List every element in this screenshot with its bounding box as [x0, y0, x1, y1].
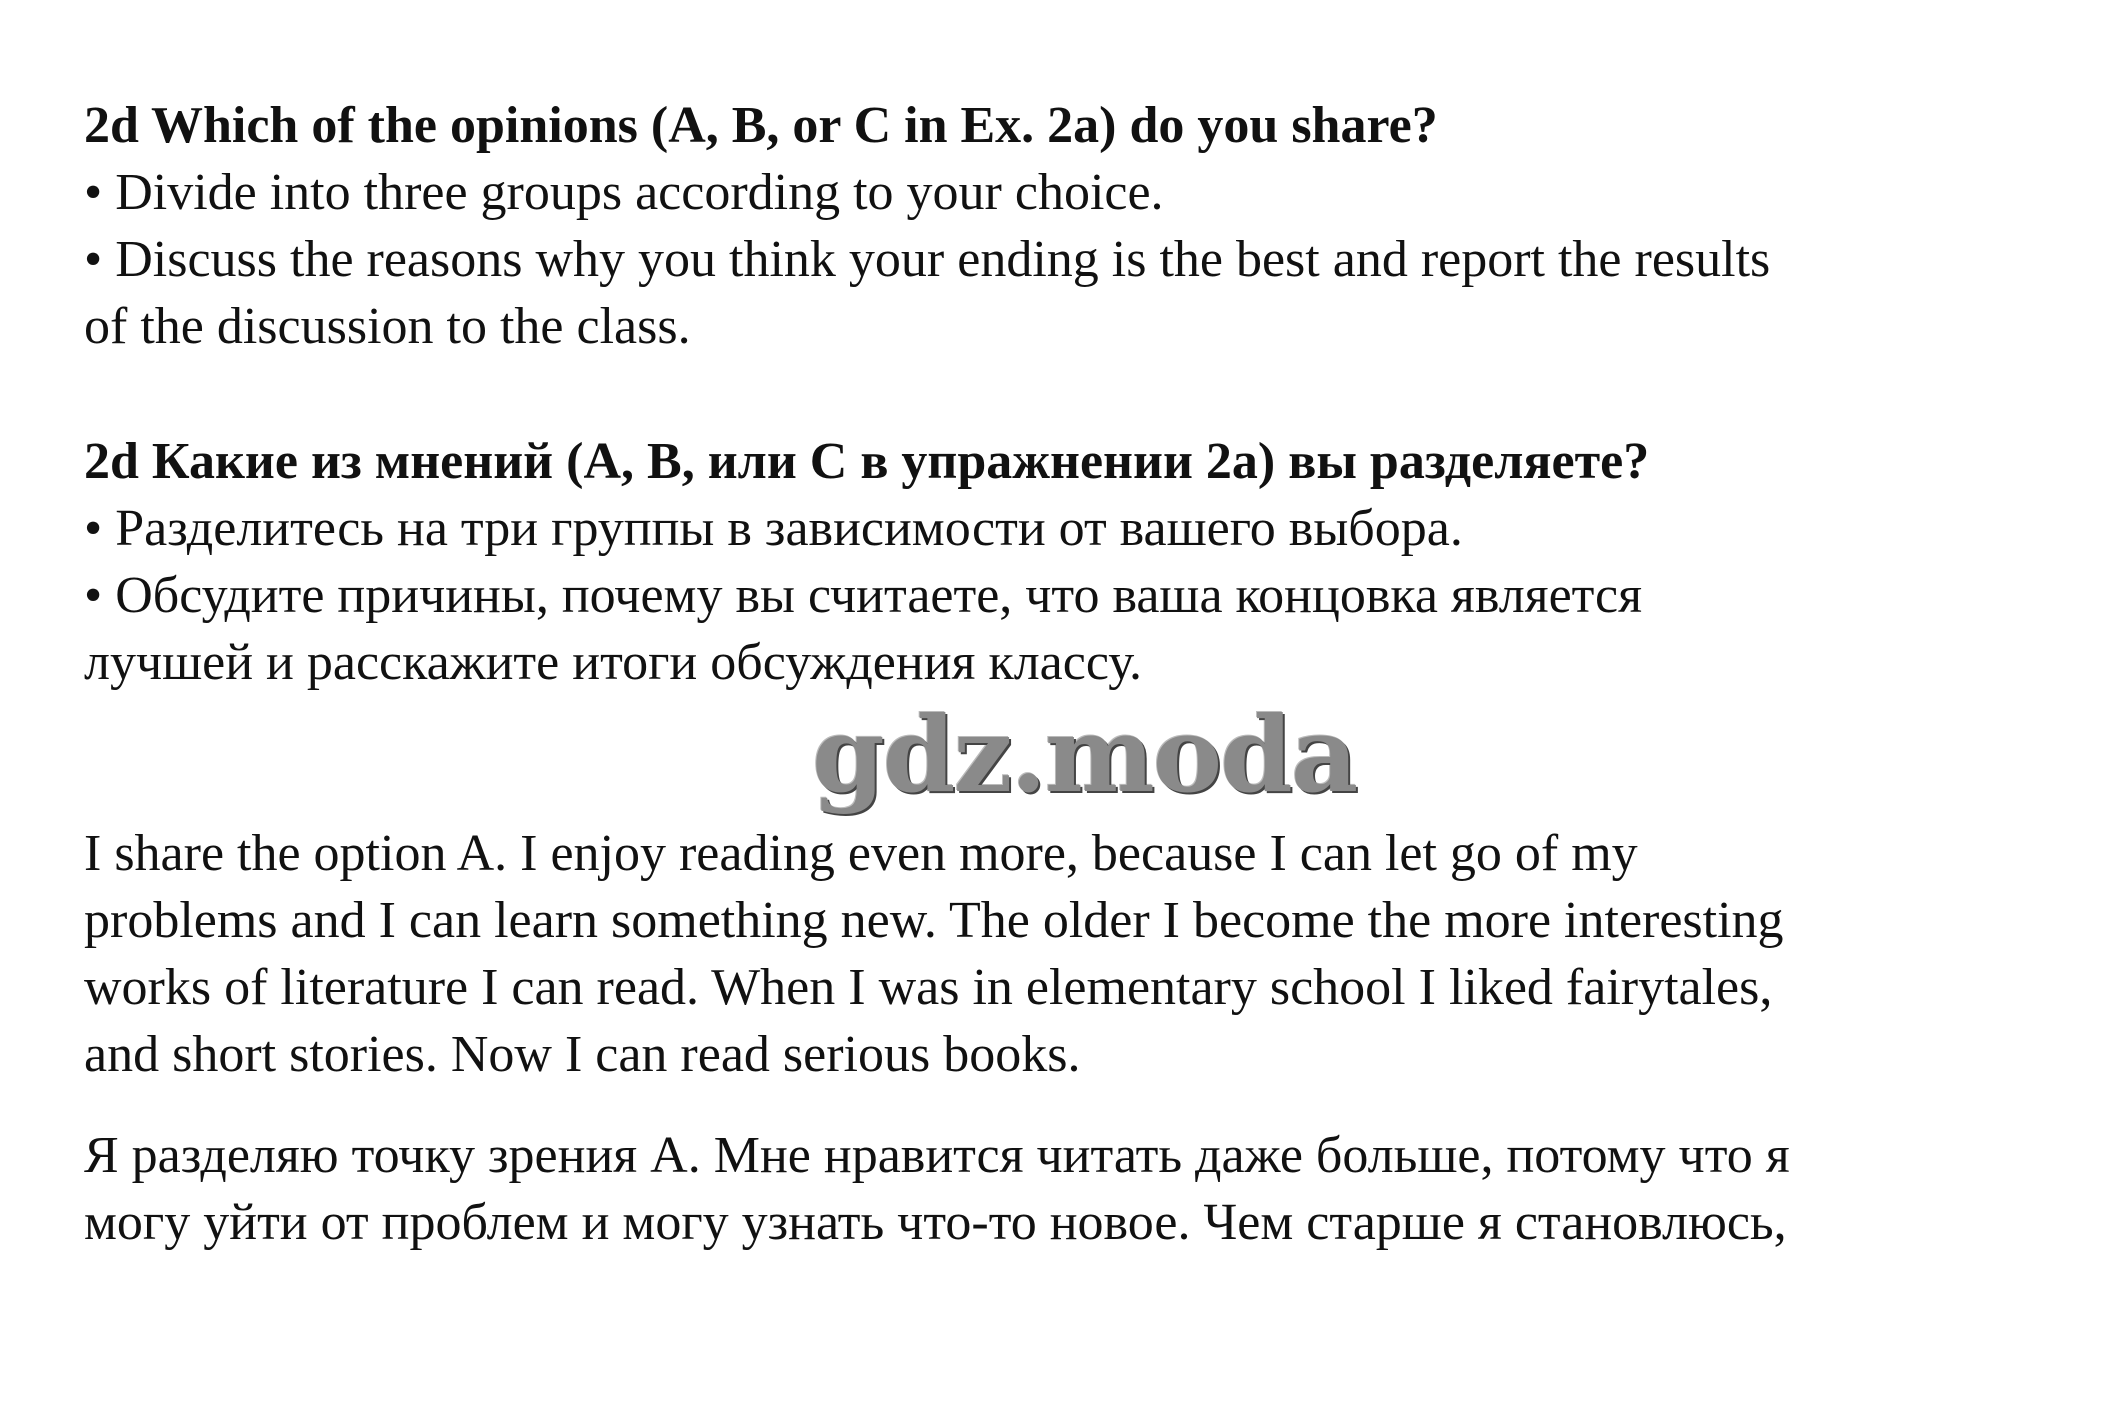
spacer [84, 360, 2044, 428]
spacer [84, 1088, 2044, 1122]
answer-line-en: and short stories. Now I can read serious books. [84, 1026, 1081, 1083]
exercise-heading-en: 2d Which of the opinions (A, B, or C in Ex. 2a) do you share? [84, 97, 1438, 154]
answer-line-en: I share the option A. I enjoy reading even more, because I can let go of my [84, 825, 1638, 882]
exercise-bullet-en: • Divide into three groups according to your choice. [84, 164, 1164, 221]
answer-line-en: problems and I can learn something new. The older I become the more interesting [84, 892, 1784, 949]
exercise-bullet-ru: • Разделитесь на три группы в зависимости от вашего выбора. [84, 500, 1463, 557]
document-page [84, 92, 2044, 1256]
watermark-text: gdz.moda [812, 693, 1357, 816]
exercise-bullet-ru: • Обсудите причины, почему вы считаете, что ваша концовка является [84, 567, 1643, 624]
watermark-logo [84, 693, 2044, 820]
exercise-heading-ru: 2d Какие из мнений (А, В, или С в упражнении 2а) вы разделяете? [84, 433, 1650, 490]
exercise-bullet-ru-continued: лучшей и расскажите итоги обсуждения классу. [84, 634, 1143, 691]
exercise-bullet-en: • Discuss the reasons why you think your ending is the best and report the results [84, 231, 1771, 288]
exercise-bullet-en-continued: of the discussion to the class. [84, 298, 691, 355]
answer-line-en: works of literature I can read. When I was in elementary school I liked fairytales, [84, 959, 1773, 1016]
answer-line-ru: Я разделяю точку зрения А. Мне нравится читать даже больше, потому что я [84, 1127, 1790, 1184]
answer-line-ru: могу уйти от проблем и могу узнать что-то новое. Чем старше я становлюсь, [84, 1194, 1787, 1251]
